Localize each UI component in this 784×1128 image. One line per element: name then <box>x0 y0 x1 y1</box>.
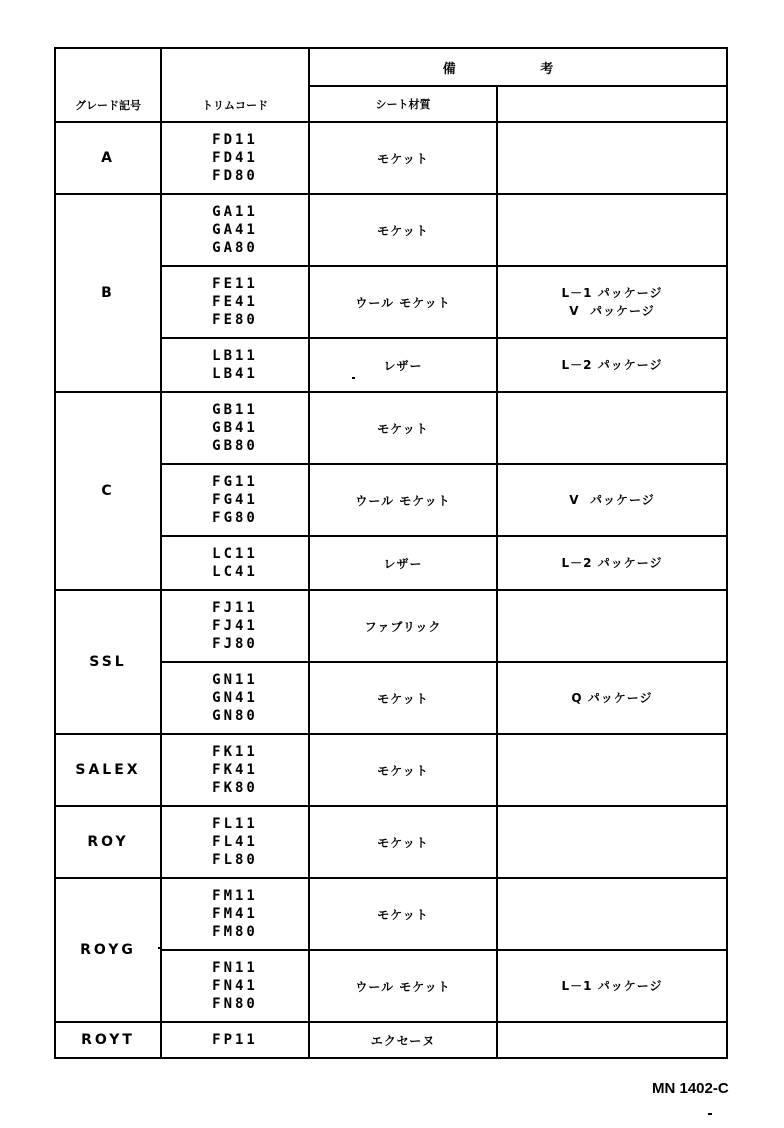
trim-code-table <box>54 47 728 1059</box>
scan-speck <box>158 947 161 949</box>
trim-code: LC11 <box>212 546 258 562</box>
seat-material-cell: ウール モケット <box>309 950 497 1022</box>
grade-cell: B <box>55 194 161 392</box>
seat-material-cell: モケット <box>309 734 497 806</box>
trim-code: FP11 <box>212 1032 258 1048</box>
trim-code: GA41 <box>212 222 258 238</box>
remarks-cell <box>497 464 727 536</box>
table-row <box>55 194 727 266</box>
package-note: V パッケージ <box>569 304 655 318</box>
trim-code: FL11 <box>212 816 258 832</box>
table-row <box>55 590 727 662</box>
seat-material-cell: レザー <box>309 338 497 392</box>
seat-material-cell: モケット <box>309 662 497 734</box>
trim-code: FM80 <box>212 924 258 940</box>
remarks-cell <box>497 590 727 662</box>
scan-speck <box>352 377 355 379</box>
trim-code-header: トリムコード <box>161 48 309 122</box>
grade-cell: SSL <box>55 590 161 734</box>
remarks-cell <box>497 392 727 464</box>
trim-code-cell <box>161 662 309 734</box>
trim-code-cell <box>161 266 309 338</box>
table-row <box>55 878 727 950</box>
trim-code: LB41 <box>212 366 258 382</box>
trim-code: FD41 <box>212 150 258 166</box>
trim-code-cell <box>161 1022 309 1058</box>
trim-code: FN11 <box>212 960 258 976</box>
seat-material-cell: モケット <box>309 194 497 266</box>
trim-code: FE41 <box>212 294 258 310</box>
table-row <box>55 392 727 464</box>
remarks-subheader-empty <box>497 86 727 122</box>
trim-code-cell <box>161 194 309 266</box>
remarks-cell <box>497 950 727 1022</box>
trim-code-cell <box>161 950 309 1022</box>
seat-material-cell: モケット <box>309 806 497 878</box>
remarks-cell <box>497 536 727 590</box>
trim-code: FE80 <box>212 312 258 328</box>
trim-code: FG80 <box>212 510 258 526</box>
trim-code: GB80 <box>212 438 258 454</box>
header-row-top <box>55 48 727 86</box>
grade-cell: A <box>55 122 161 194</box>
trim-code: FL41 <box>212 834 258 850</box>
trim-code: LB11 <box>212 348 258 364</box>
trim-code: GA80 <box>212 240 258 256</box>
trim-code-cell <box>161 536 309 590</box>
remarks-cell <box>497 734 727 806</box>
document-id: MN 1402-C <box>652 1080 729 1097</box>
package-note: L－1 パッケージ <box>561 979 663 993</box>
package-note: Q パッケージ <box>571 691 653 705</box>
remarks-cell <box>497 1022 727 1058</box>
trim-code: FG11 <box>212 474 258 490</box>
trim-code: FN41 <box>212 978 258 994</box>
trim-code: FG41 <box>212 492 258 508</box>
remarks-cell <box>497 662 727 734</box>
trim-code-cell <box>161 464 309 536</box>
table-row <box>55 122 727 194</box>
trim-code: FN80 <box>212 996 258 1012</box>
scan-speck <box>708 1113 712 1115</box>
package-note: V パッケージ <box>569 493 655 507</box>
trim-code-cell <box>161 122 309 194</box>
trim-code-cell <box>161 734 309 806</box>
trim-code: GN80 <box>212 708 258 724</box>
remarks-cell <box>497 878 727 950</box>
trim-code: FE11 <box>212 276 258 292</box>
trim-code: FK11 <box>212 744 258 760</box>
trim-code: GA11 <box>212 204 258 220</box>
trim-code: FM11 <box>212 888 258 904</box>
seat-material-cell: モケット <box>309 878 497 950</box>
trim-code: GN11 <box>212 672 258 688</box>
seat-material-header: シート材質 <box>309 86 497 122</box>
trim-code: GB11 <box>212 402 258 418</box>
seat-material-cell: モケット <box>309 122 497 194</box>
trim-code: FK80 <box>212 780 258 796</box>
trim-code: FD80 <box>212 168 258 184</box>
seat-material-cell: エクセーヌ <box>309 1022 497 1058</box>
grade-cell: SALEX <box>55 734 161 806</box>
remarks-cell <box>497 194 727 266</box>
package-note: L－2 パッケージ <box>561 358 663 372</box>
trim-code: FM41 <box>212 906 258 922</box>
remarks-cell <box>497 266 727 338</box>
trim-code: GN41 <box>212 690 258 706</box>
trim-code-cell <box>161 338 309 392</box>
trim-code-cell <box>161 806 309 878</box>
grade-cell: ROYT <box>55 1022 161 1058</box>
remarks-cell <box>497 806 727 878</box>
seat-material-cell: ファブリック <box>309 590 497 662</box>
package-note: L－1 パッケージ <box>561 286 663 300</box>
trim-code: FD11 <box>212 132 258 148</box>
trim-code: GB41 <box>212 420 258 436</box>
trim-code-cell <box>161 590 309 662</box>
trim-code: FK41 <box>212 762 258 778</box>
grade-cell: ROY <box>55 806 161 878</box>
trim-code: LC41 <box>212 564 258 580</box>
remarks-cell <box>497 122 727 194</box>
grade-cell: C <box>55 392 161 590</box>
remarks-cell <box>497 338 727 392</box>
remarks-header: 備 考 <box>309 48 727 86</box>
table-row <box>55 1022 727 1058</box>
table-row <box>55 734 727 806</box>
seat-material-cell: ウール モケット <box>309 266 497 338</box>
trim-code: FJ11 <box>212 600 258 616</box>
trim-code: FJ80 <box>212 636 258 652</box>
grade-header: グレード記号 <box>55 48 161 122</box>
seat-material-cell: モケット <box>309 392 497 464</box>
package-note: L－2 パッケージ <box>561 556 663 570</box>
trim-code: FJ41 <box>212 618 258 634</box>
table-row <box>55 806 727 878</box>
trim-code: FL80 <box>212 852 258 868</box>
trim-code-cell <box>161 878 309 950</box>
grade-cell: ROYG <box>55 878 161 1022</box>
seat-material-cell: レザー <box>309 536 497 590</box>
trim-code-cell <box>161 392 309 464</box>
seat-material-cell: ウール モケット <box>309 464 497 536</box>
